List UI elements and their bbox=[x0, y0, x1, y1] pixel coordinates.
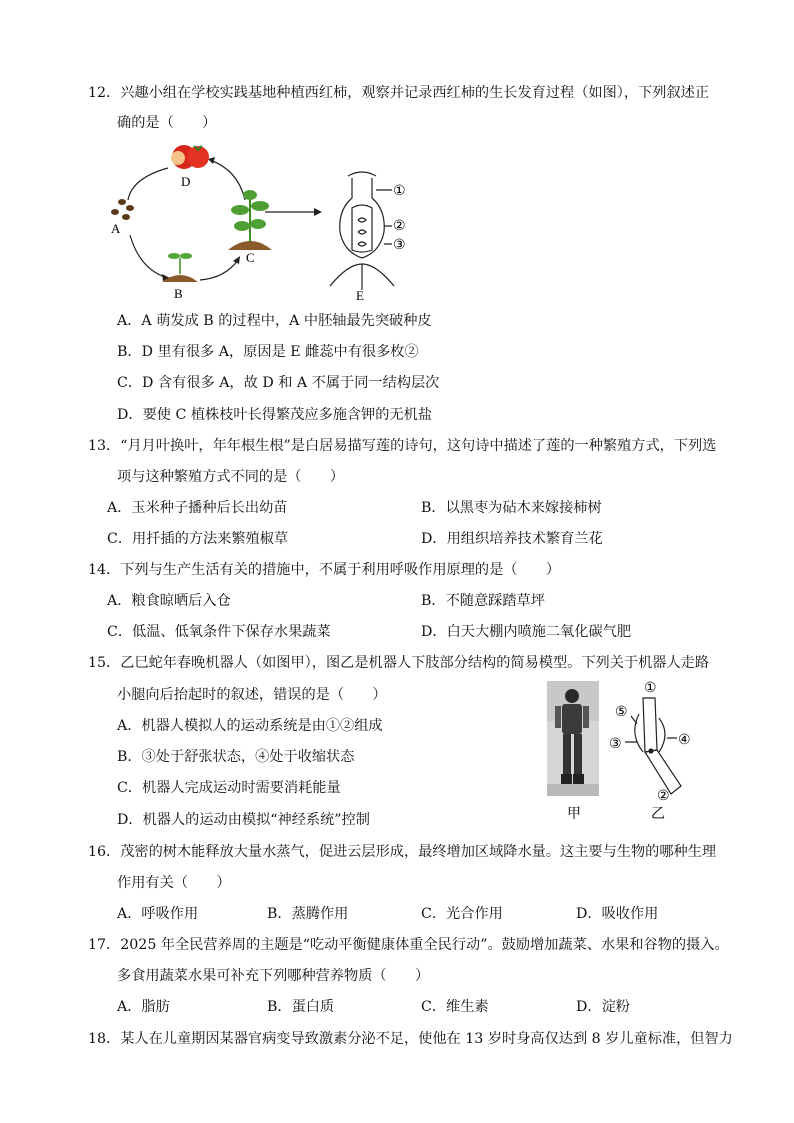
fig15-label-2: ② bbox=[657, 789, 670, 804]
fig15-label-jia: 甲 bbox=[567, 807, 581, 822]
q17-option-c: C．维生素 bbox=[421, 999, 489, 1015]
q15-stem-line2: 小腿向后抬起时的叙述，错误的是（ ） bbox=[117, 687, 387, 703]
q17-option-b: B．蛋白质 bbox=[267, 999, 335, 1015]
fig15-label-3: ③ bbox=[609, 737, 622, 752]
seeds-icon bbox=[111, 199, 134, 220]
q13-option-a: A．玉米种子播种后长出幼苗 bbox=[107, 500, 288, 516]
q15-option-d: D．机器人的运动由模拟“神经系统”控制 bbox=[117, 812, 370, 828]
q13-stem-line1: 13．“月月叶换叶，年年根生根”是白居易描写莲的诗句，这句诗中描述了莲的一种繁殖方式，下列选 bbox=[88, 438, 717, 454]
fig12-label-A: A bbox=[111, 221, 121, 236]
q16-stem-line2: 作用有关（ ） bbox=[117, 875, 231, 891]
tomato-fruit-icon bbox=[171, 145, 209, 169]
q15-option-b: B．③处于舒张状态，④处于收缩状态 bbox=[117, 749, 355, 765]
q15-option-c: C．机器人完成运动时需要消耗能量 bbox=[117, 780, 341, 796]
q16-stem-line1: 16．茂密的树木能释放大量水蒸气，促进云层形成，最终增加区域降水量。这主要与生物的哪种生理 bbox=[88, 844, 717, 860]
q13-option-b: B．以黑枣为砧木来嫁接柿树 bbox=[421, 500, 602, 516]
q14-option-b: B．不随意踩踏草坪 bbox=[421, 593, 545, 609]
q12-option-a: A．A 萌发成 B 的过程中，A 中胚轴最先突破种皮 bbox=[117, 313, 432, 329]
fig12-label-C: C bbox=[246, 250, 255, 265]
q17-option-a: A．脂肪 bbox=[117, 999, 170, 1015]
q15-stem-line1: 15．乙巳蛇年春晚机器人（如图甲），图乙是机器人下肢部分结构的简易模型。下列关于机器人走路 bbox=[88, 655, 710, 671]
q14-stem-line1: 14．下列与生产生活有关的措施中，不属于利用呼吸作用原理的是（ ） bbox=[88, 562, 561, 578]
fig12-label-D: D bbox=[181, 174, 191, 189]
q13-option-d: D．用组织培养技术繁育兰花 bbox=[421, 531, 603, 547]
q17-stem-line2: 多食用蔬菜水果可补充下列哪种营养物质（ ） bbox=[117, 968, 430, 984]
q16-option-c: C．光合作用 bbox=[421, 906, 503, 922]
fig12-label-E: E bbox=[356, 288, 364, 303]
q12-option-c: C．D 含有很多 A，故 D 和 A 不属于同一结构层次 bbox=[117, 375, 440, 391]
leg-model-diagram bbox=[625, 698, 681, 794]
robot-figure bbox=[543, 678, 703, 823]
tomato-life-cycle-figure bbox=[100, 140, 440, 305]
q12-stem-line2: 确的是（ ） bbox=[117, 115, 217, 131]
fig12-label-B: B bbox=[174, 286, 183, 301]
q15-option-a: A．机器人模拟人的运动系统是由①②组成 bbox=[117, 718, 383, 734]
fig12-label-2: ② bbox=[393, 219, 406, 234]
fig15-label-4: ④ bbox=[678, 733, 691, 748]
fig15-label-yi: 乙 bbox=[651, 807, 665, 822]
q16-option-d: D．吸收作用 bbox=[576, 906, 659, 922]
robot-photo bbox=[547, 681, 599, 796]
q14-option-a: A．粮食晾晒后入仓 bbox=[107, 593, 231, 609]
q17-option-d: D．淀粉 bbox=[576, 999, 630, 1015]
tomato-plant-icon bbox=[228, 190, 272, 250]
flower-pistil-diagram bbox=[330, 172, 394, 290]
q16-option-a: A．呼吸作用 bbox=[117, 906, 199, 922]
q16-option-b: B．蒸腾作用 bbox=[267, 906, 349, 922]
q12-stem-line1: 12．兴趣小组在学校实践基地种植西红柿，观察并记录西红柿的生长发育过程（如图），下列叙述正 bbox=[88, 85, 710, 101]
q17-stem-line1: 17．2025 年全民营养周的主题是“吃动平衡健康体重全民行动”。鼓励增加蔬菜、水果和谷物的摄入。 bbox=[88, 937, 729, 953]
q18-stem-line1: 18．某人在儿童期因某器官病变导致激素分泌不足，使他在 13 岁时身高仅达到 8 岁儿童标准，但智力 bbox=[88, 1031, 733, 1047]
fig15-label-5: ⑤ bbox=[615, 705, 628, 720]
fig15-label-1: ① bbox=[644, 681, 657, 696]
q14-option-c: C．低温、低氧条件下保存水果蔬菜 bbox=[107, 624, 331, 640]
q12-option-b: B．D 里有很多 A，原因是 E 雌蕊中有很多枚② bbox=[117, 344, 419, 360]
q12-option-d: D．要使 C 植株枝叶长得繁茂应多施含钾的无机盐 bbox=[117, 407, 433, 423]
fig12-label-3: ③ bbox=[393, 238, 406, 253]
q14-option-d: D．白天大棚内喷施二氧化碳气肥 bbox=[421, 624, 632, 640]
q13-option-c: C．用扦插的方法来繁殖椒草 bbox=[107, 531, 289, 547]
fig12-label-1: ① bbox=[393, 184, 406, 199]
q13-stem-line2: 项与这种繁殖方式不同的是（ ） bbox=[117, 469, 345, 485]
